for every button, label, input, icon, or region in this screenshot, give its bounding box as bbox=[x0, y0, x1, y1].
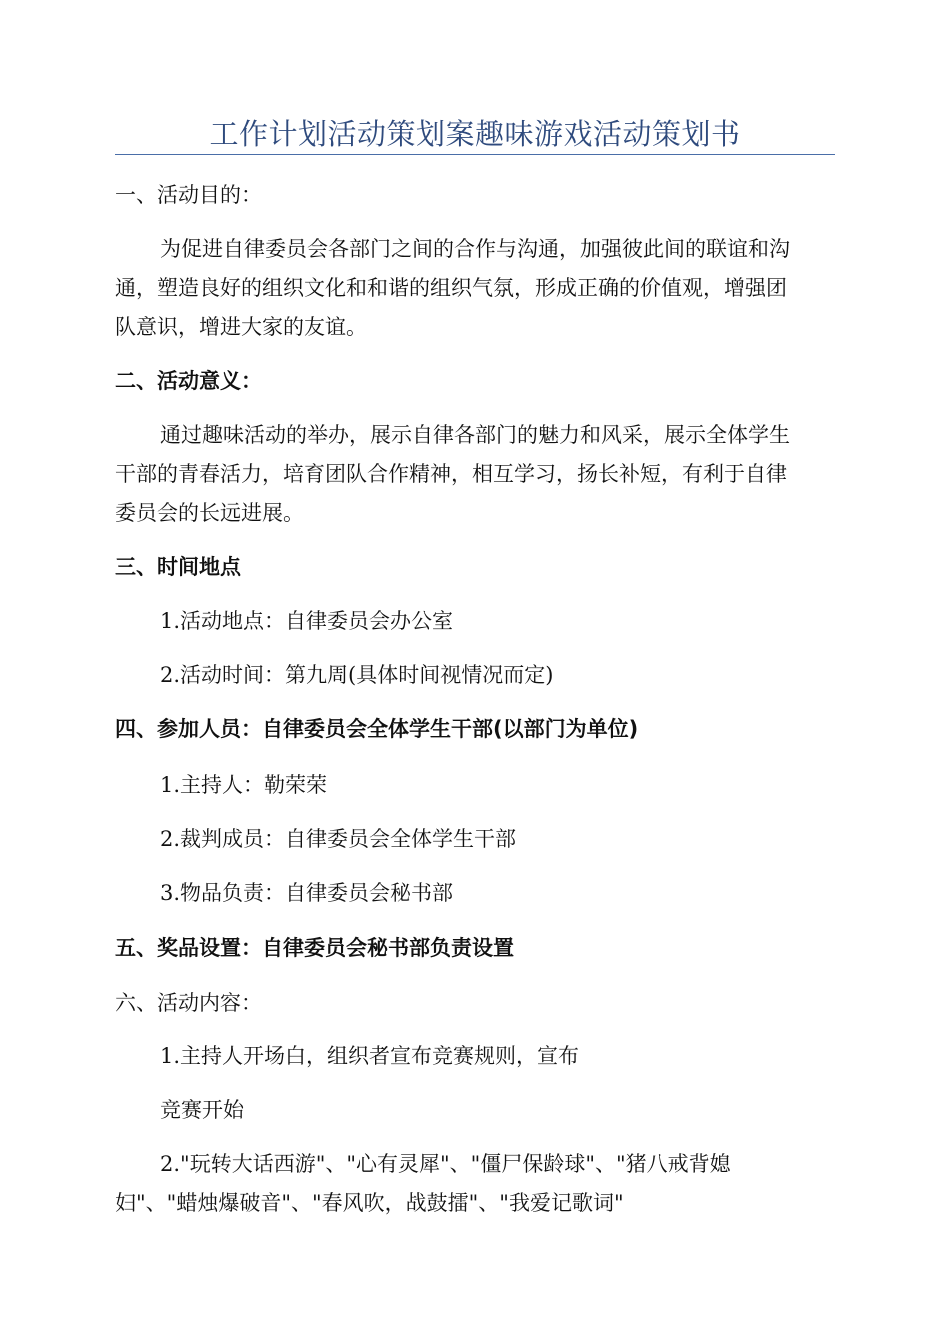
title-underline bbox=[115, 154, 835, 155]
purpose-paragraph-line-3: 队意识，增进大家的友谊。 bbox=[115, 315, 367, 339]
content-item-1-line-2: 竞赛开始 bbox=[160, 1098, 244, 1122]
section-heading-content: 六、活动内容： bbox=[115, 991, 262, 1015]
list-item-time: 2.活动时间：第九周(具体时间视情况而定) bbox=[160, 663, 554, 687]
section-heading-prizes: 五、奖品设置：自律委员会秘书部负责设置 bbox=[115, 936, 514, 960]
section-heading-purpose: 一、活动目的： bbox=[115, 183, 262, 207]
list-item-venue: 1.活动地点：自律委员会办公室 bbox=[160, 609, 454, 633]
purpose-paragraph-line-2: 通，塑造良好的组织文化和和谐的组织气氛，形成正确的价值观，增强团 bbox=[115, 276, 787, 300]
list-item-host: 1.主持人：勒荣荣 bbox=[160, 773, 328, 797]
list-item-supplies: 3.物品负责：自律委员会秘书部 bbox=[160, 881, 454, 905]
list-item-judges: 2.裁判成员：自律委员会全体学生干部 bbox=[160, 827, 517, 851]
content-item-2-line-2: 妇"、"蜡烛爆破音"、"春风吹，战鼓擂"、"我爱记歌词" bbox=[115, 1191, 624, 1215]
document-title: 工作计划活动策划案趣味游戏活动策划书 bbox=[209, 117, 741, 151]
section-heading-time-place: 三、时间地点 bbox=[115, 555, 241, 579]
purpose-paragraph-line-1: 为促进自律委员会各部门之间的合作与沟通，加强彼此间的联谊和沟 bbox=[160, 237, 790, 261]
significance-paragraph-line-2: 干部的青春活力，培育团队合作精神，相互学习，扬长补短，有利于自律 bbox=[115, 462, 787, 486]
content-item-1-line-1: 1.主持人开场白，组织者宣布竞赛规则，宣布 bbox=[160, 1044, 580, 1068]
significance-paragraph-line-1: 通过趣味活动的举办，展示自律各部门的魅力和风采，展示全体学生 bbox=[160, 423, 790, 447]
content-item-2-line-1: 2."玩转大话西游"、"心有灵犀"、"僵尸保龄球"、"猪八戒背媳 bbox=[160, 1152, 731, 1176]
section-heading-participants: 四、参加人员：自律委员会全体学生干部(以部门为单位) bbox=[115, 717, 639, 741]
section-heading-significance: 二、活动意义： bbox=[115, 369, 262, 393]
significance-paragraph-line-3: 委员会的长远进展。 bbox=[115, 501, 304, 525]
